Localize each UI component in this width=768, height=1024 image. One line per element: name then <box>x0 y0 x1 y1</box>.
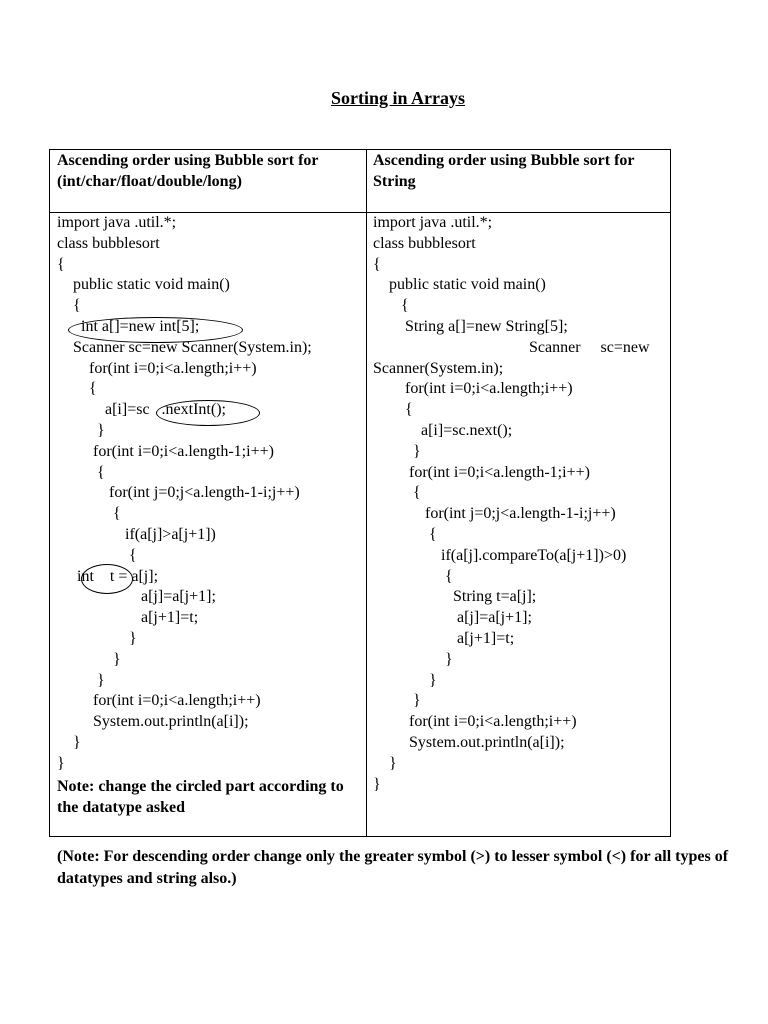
right-code-line: for(int i=0;i<a.length;i++) <box>373 713 577 731</box>
left-code-line: int t = a[j]; <box>57 567 159 585</box>
left-code-line: { <box>57 505 121 523</box>
left-column-header: Ascending order using Bubble sort for (int/char/float/double/long) <box>57 152 319 190</box>
left-code-line: { <box>57 297 81 315</box>
left-code-line: { <box>57 380 97 398</box>
circle-nextint-call <box>156 400 260 426</box>
left-code-line: for(int i=0;i<a.length;i++) <box>57 359 257 377</box>
right-code-line: Scanner(System.in); <box>373 359 504 377</box>
left-code-line: a[j]=a[j+1]; <box>57 588 216 606</box>
left-code-line: } <box>57 650 121 668</box>
left-code-line: { <box>57 546 137 564</box>
column-divider <box>366 150 367 836</box>
right-code-line: if(a[j].compareTo(a[j+1])>0) <box>373 546 627 564</box>
right-code-line: import java .util.*; <box>373 214 493 231</box>
right-code-line: String a[]=new String[5]; <box>373 318 568 335</box>
left-code-line: int a[]=new int[5]; <box>57 318 200 335</box>
right-code-line: Scanner sc=new <box>373 338 650 356</box>
left-code-line: public static void main() <box>57 276 230 294</box>
right-code-line: } <box>373 442 421 460</box>
left-code-line: if(a[j]>a[j+1]) <box>57 526 216 543</box>
right-code-line: String t=a[j]; <box>373 588 537 606</box>
left-code-line: } <box>57 754 65 772</box>
left-code-line: a[i]=sc .nextInt(); <box>57 401 226 419</box>
left-code-line: System.out.println(a[i]); <box>57 713 249 731</box>
right-code-line: } <box>373 650 453 668</box>
right-code-line: { <box>373 484 421 502</box>
circle-int-temp-type <box>81 564 133 594</box>
bottom-note: (Note: For descending order change only the greater symbol (>) to lesser symbol (<) for all types of datatypes and string also.) <box>57 848 729 887</box>
circle-int-array-declaration <box>68 317 243 343</box>
right-code-line: System.out.println(a[i]); <box>373 734 565 751</box>
right-code-line: a[j]=a[j+1]; <box>373 609 532 627</box>
right-code-line: { <box>373 567 453 585</box>
right-code-line: } <box>373 671 437 689</box>
left-code-line: a[j+1]=t; <box>57 609 199 627</box>
right-code-line: { <box>373 401 413 419</box>
right-column-header: Ascending order using Bubble sort for String <box>373 152 635 190</box>
right-code-line: } <box>373 754 397 772</box>
left-code-line: Scanner sc=new Scanner(System.in); <box>57 338 312 356</box>
left-code-line: } <box>57 422 105 439</box>
right-code-line: for(int i=0;i<a.length-1;i++) <box>373 463 590 481</box>
left-code-line: { <box>57 255 65 273</box>
right-code-line: public static void main() <box>373 276 546 294</box>
right-code-line: for(int j=0;j<a.length-1-i;j++) <box>373 505 616 523</box>
right-code-line: class bubblesort <box>373 234 476 252</box>
left-code-line: class bubblesort <box>57 234 160 252</box>
left-code-line: for(int j=0;j<a.length-1-i;j++) <box>57 484 300 502</box>
right-code-line: for(int i=0;i<a.length;i++) <box>373 380 573 398</box>
left-code-line: import java .util.*; <box>57 214 177 231</box>
right-code-line: } <box>373 692 421 710</box>
left-column-note: Note: change the circled part according to the datatype asked <box>57 778 344 816</box>
right-code-line: { <box>373 526 437 543</box>
left-code-line: } <box>57 671 105 689</box>
page-title: Sorting in Arrays <box>330 88 465 108</box>
left-code-line: for(int i=0;i<a.length;i++) <box>57 692 261 710</box>
right-code-line: a[j+1]=t; <box>373 630 515 647</box>
left-code-line: } <box>57 630 137 647</box>
right-code-line: { <box>373 255 381 273</box>
right-code-line: { <box>373 297 409 315</box>
left-code-line: } <box>57 734 81 751</box>
left-code-line: { <box>57 463 105 481</box>
right-code-line: } <box>373 775 381 793</box>
left-code-line: for(int i=0;i<a.length-1;i++) <box>57 442 274 460</box>
code-comparison-table <box>49 149 671 837</box>
right-code-line: a[i]=sc.next(); <box>373 422 513 439</box>
